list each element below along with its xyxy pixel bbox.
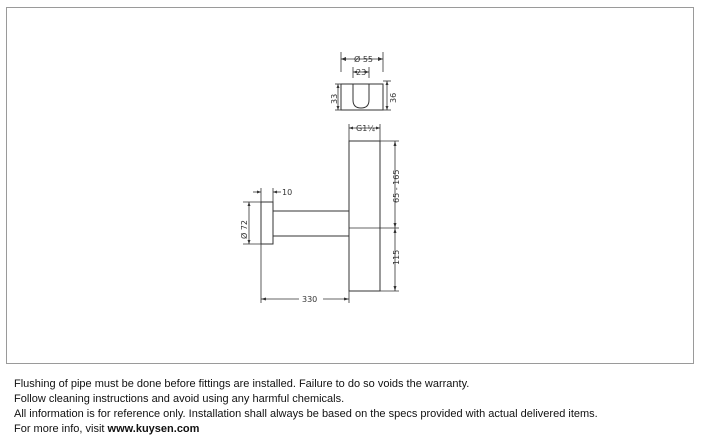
dim-inner-width: 23 [356,68,367,77]
note-flushing: Flushing of pipe must be done before fittings are installed. Failure to do so voids the warranty. [14,378,470,390]
dim-height-left: 33 [330,93,339,104]
dim-horizontal-length: 330 [302,295,318,304]
dim-outer-diameter: Ø 55 [354,55,374,64]
arrow [394,223,397,228]
arrow [248,240,251,244]
arrow [378,57,383,61]
thread-label: G1¼ [356,124,376,133]
note-more-info [14,422,694,437]
technical-drawing [7,8,695,365]
dim-flange-diameter: Ø 72 [240,219,249,239]
side-view [239,124,401,304]
top-view-slot [353,84,369,108]
arrow [386,81,389,85]
vertical-tube [349,141,380,291]
arrow [337,84,340,88]
website-link[interactable]: www.kuysen.com [107,423,200,435]
arrow [376,127,380,130]
arrow [394,286,397,291]
top-view-body [341,84,383,110]
dim-vertical-lower: 115 [392,249,401,265]
note-cleaning: Follow cleaning instructions and avoid using any harmful chemicals. [14,393,345,405]
arrow [344,298,349,301]
arrow [341,57,346,61]
note-reference: All information is for reference only. Installation shall always be based on the specs provided with actual delivered items. [14,408,598,420]
wall-flange [261,202,273,244]
arrow [261,298,266,301]
top-view [330,52,398,110]
arrow [394,141,397,146]
arrow [349,127,353,130]
dim-vertical-upper: 65 - 165 [392,169,401,203]
dim-flange-thickness: 10 [282,188,293,197]
arrow [394,228,397,233]
arrow [337,106,340,110]
more-info-prefix: For more info, visit [14,423,108,435]
technical-drawing-frame [6,7,694,364]
arrow [248,202,251,206]
dim-height-right: 36 [389,92,398,103]
arrow [386,106,389,110]
arrow [273,191,277,194]
arrow [257,191,261,194]
notes-block [14,377,694,437]
